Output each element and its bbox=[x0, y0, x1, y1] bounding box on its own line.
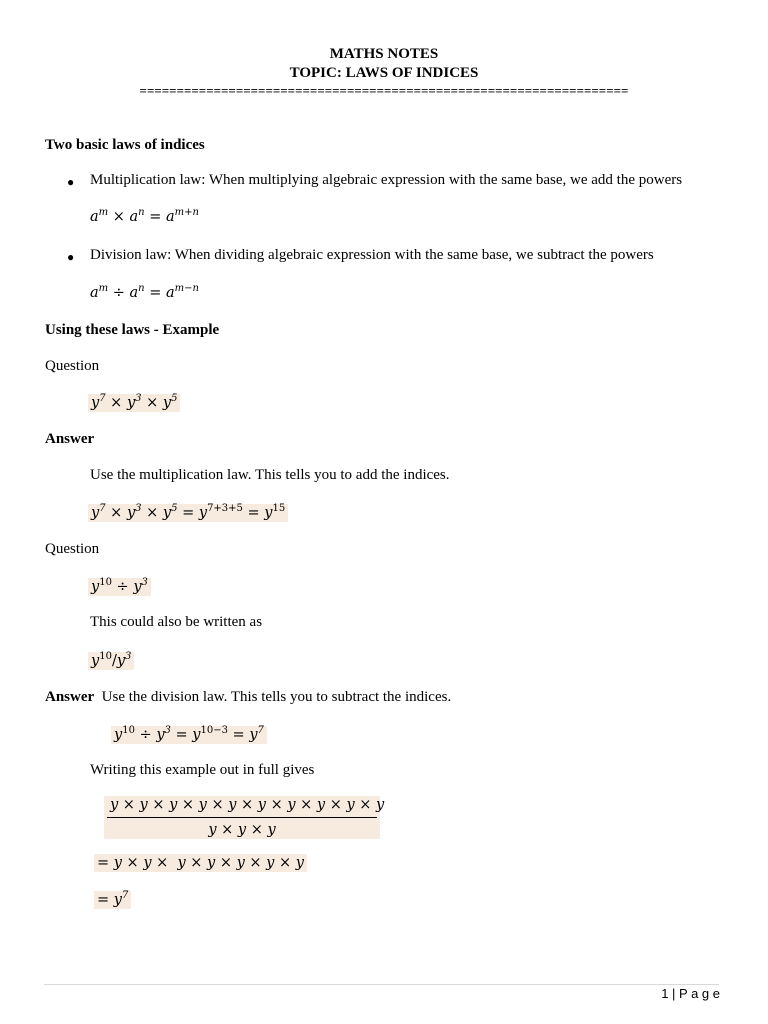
answer2-line bbox=[45, 689, 451, 706]
doc-title: MATHS NOTES bbox=[329, 46, 439, 62]
section-heading-basic-laws: Two basic laws of indices bbox=[45, 137, 205, 153]
bullet-dot: ● bbox=[67, 250, 75, 264]
title-rule: ================================================================== bbox=[139, 83, 629, 98]
expansion-fraction bbox=[104, 796, 385, 839]
division-law-formula: $a^m \div a^n = a^{m-n}$ bbox=[90, 283, 199, 301]
page-number: 1 | P a g e bbox=[661, 986, 720, 1001]
full-expansion-text: Writing this example out in full gives bbox=[90, 762, 315, 778]
multiplication-law-formula: $a^m \times a^n = a^{m+n}$ bbox=[90, 207, 199, 225]
answer1-expression: $y^7 \times y^3 \times y^5 = y^{7+3+5} = y^{15}$ bbox=[88, 504, 288, 522]
alternative-notation-text: This could also be written as bbox=[90, 614, 263, 630]
answer2-text: Use the division law. This tells you to subtract the indices. bbox=[101, 689, 452, 705]
fraction-numerator: y × y × y × y × y × y × y × y × y × y bbox=[107, 797, 377, 818]
bullet-dot: ● bbox=[67, 175, 75, 189]
alternative-expression: $y^{10}/y^3$ bbox=[88, 652, 134, 670]
question-label: Question bbox=[45, 541, 100, 557]
fraction-denominator: y × y × y bbox=[208, 822, 276, 838]
question2-expression: $y^{10} \div y^3$ bbox=[88, 578, 151, 596]
answer-label: Answer bbox=[45, 689, 95, 705]
section-heading-example: Using these laws - Example bbox=[45, 322, 220, 338]
answer-label: Answer bbox=[45, 431, 95, 447]
expansion-result: = y × y × y × y × y × y × y bbox=[94, 854, 307, 872]
multiplication-law-text: Multiplication law: When multiplying algebraic expression with the same base, we add the powers bbox=[90, 172, 683, 188]
question-label: Question bbox=[45, 358, 100, 374]
footer-divider bbox=[44, 984, 719, 985]
answer1-text: Use the multiplication law. This tells you to add the indices. bbox=[90, 467, 450, 483]
final-result: = $y^7$ bbox=[94, 891, 131, 909]
answer2-expression: $y^{10} \div y^3 = y^{10-3} = y^7$ bbox=[111, 726, 267, 744]
doc-topic: TOPIC: LAWS OF INDICES bbox=[289, 65, 479, 81]
question1-expression: $y^7 \times y^3 \times y^5$ bbox=[88, 394, 180, 412]
division-law-text: Division law: When dividing algebraic expression with the same base, we subtract the powers bbox=[90, 247, 654, 263]
